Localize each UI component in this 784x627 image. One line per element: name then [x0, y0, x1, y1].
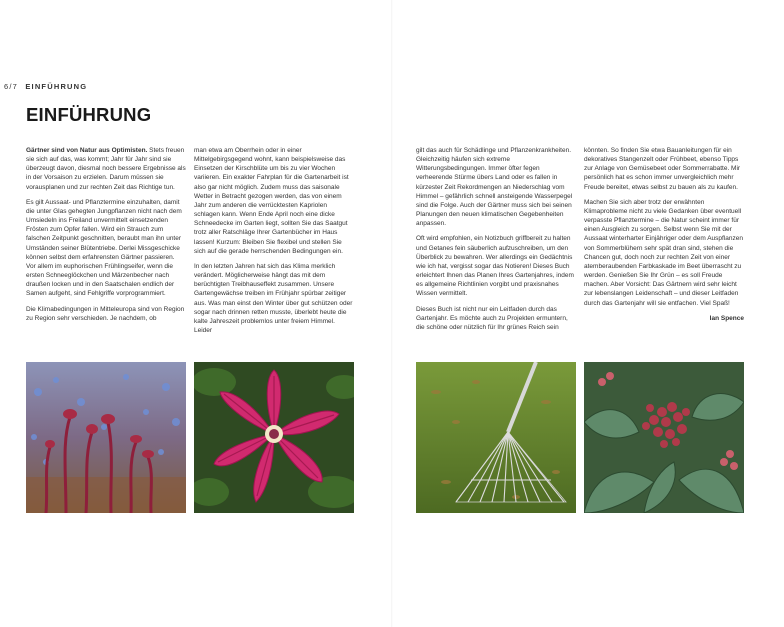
paragraph	[26, 146, 186, 192]
paragraph: In den letzten Jahren hat sich das Klima merklich verändert. Möglicherweise hängt das mit dem berüchtigten Treibhauseffekt zusammen. Unsere Gartengewächse treiben im Frühjahr spürbar zeitiger aus. Was man einst den Winter über gut schützen oder sogar nach drinnen retten musste, überlebt heute die kalte Jahreszeit problemlos unter freiem Himmel. Leider	[194, 262, 353, 334]
folio	[4, 82, 87, 91]
running-header: EINFÜHRUNG	[25, 82, 88, 91]
lead-in: Gärtner sind von Natur aus Optimisten.	[26, 147, 148, 154]
paragraph: Dieses Buch ist nicht nur ein Leitfaden durch das Gartenjahr. Es möchte auch zu Projekten ermuntern, die schöne oder nützlich für Ihr grünes Reich sein	[416, 305, 568, 331]
rake-on-lawn-icon	[416, 362, 576, 513]
paragraph-text: Stets freuen sie sich auf das, was kommt; Jahr für Jahr sind sie überzeugt davon, diesmal noch bessere Ergebnisse als in der Vorsaison zu erzielen. Darum müssen sie vorausplanen und zur rechten Zeit das Richtige tun.	[26, 147, 186, 191]
text-column-2	[194, 146, 354, 341]
text-column-1	[26, 146, 186, 329]
paragraph: Die Klimabedingungen in Mitteleuropa sind von Region zu Region sehr verschieden. Je nachdem, ob	[26, 305, 185, 322]
page-title: EINFÜHRUNG	[26, 104, 152, 125]
author-signature: Ian Spence	[709, 314, 744, 322]
clematis-flower-photo	[194, 362, 354, 513]
skimmia-buds-icon	[584, 362, 744, 513]
paragraph: man etwa am Oberrhein oder in einer Mittelgebirgsgegend wohnt, kann beispielsweise das Einsetzen der Kirschblüte um bis zu vier Wochen variieren. Ein exakter Fahrplan für die Gartenarbeit ist also gar nicht möglich. Zudem muss das saisonale Wetter in Betracht gezogen werden, das von einem Jahr zum anderen die verrücktesten Kapriolen schlagen kann. Wenn Ende April noch eine dicke Schneedecke im Garten liegt, sollten Sie das Saatgut trotz aller Ratschläge Ihrer Gartenbücher im Haus lassen! Kurzum: Bleiben Sie flexibel und stellen Sie sich auf die gerade herrschenden Bedingungen ein.	[194, 147, 349, 255]
peony-shoots-icon	[26, 362, 186, 513]
paragraph: Machen Sie sich aber trotz der erwähnten Klimaprobleme nicht zu viele Gedanken über eventuell verpasste Pflanztermine – die Natur scheint immer für einen Ausgleich zu sorgen. Selbst wenn Sie mit der Aussaat winterharter Einjähriger oder dem Auspflanzen von Sommerblühern sehr spät dran sind, stehen die Chancen gut, doch noch zur rechten Zeit von einer atemberaubenden Farbkaskade im Beet überrascht zu werden. Genießen Sie Ihr Grün – es soll Freude machen. Aber Vorsicht: Das Gärtnern wird sehr leicht zur lebenslangen Leidenschaft – und dieser Leitfaden durch das Gartenjahr will sie entfachen. Viel Spaß!	[584, 198, 743, 307]
paragraph: könnten. So finden Sie etwa Bauanleitungen für ein dekoratives Stangenzelt oder Frühbeet, ebenso Tipps zur Anlage von Gemüsebeet oder Sommerrabatte. Mir persönlich hat es schon immer unvergleichlich mehr Freude bereitet, etwas selbst zu bauen als zu kaufen.	[584, 147, 741, 191]
text-column-4	[584, 146, 744, 323]
paragraph: gilt das auch für Schädlinge und Pflanzenkrankheiten. Gleichzeitig häufen sich extreme Witterungsbedingungen. Immer öfter fegen verheerende Stürme übers Land oder es fallen in kürzester Zeit Rekordmengen an Niederschlag vom Himmel – gefährlich schnell ansteigende Wasserpegel sind die Folge. Auch der Gärtner muss sich bei seinen Planungen den neuen klimatischen Gegebenheiten anpassen.	[416, 147, 573, 228]
page-numbers: 6/7	[4, 82, 19, 91]
paragraph: Es gilt Aussaat- und Pflanztermine einzuhalten, damit die unter Glas gehegten Jungpflanzen nicht nach dem Umsiedeln ins Freiland unvermittelt einsetzenden Frösten zum Opfer fallen. Wird ein Strauch zum falschen Zeitpunkt geschnitten, beraubt man ihn unter Umständen seiner Blütentriebe. Derlei Missgeschicke können selbst dem erfahrensten Gärtner passieren. Vor allem im euphorischen Frühlingseifer, wenn die ersten Schneeglöckchen und Märzenbecher nach draußen locken und in den Saatschalen endlich der Samen aufgeht, sind Fehlgriffe vorprogrammiert.	[26, 198, 182, 298]
rake-on-lawn-photo	[416, 362, 576, 513]
clematis-flower-icon	[194, 362, 354, 513]
text-column-3	[416, 146, 576, 338]
paragraph: Oft wird empfohlen, ein Notizbuch griffbereit zu halten und Getanes fein säuberlich aufzuschreiben, um den Überblick zu bewahren. Wer allerdings ein Gedächtnis wie ich hat, vergisst sogar das Notieren! Dieses Buch erleichtert Ihnen das Planen Ihres Gartenjahres, indem es allgemeine Richtlinien vorgibt und praxisnahes Wissen vermittelt.	[416, 235, 574, 298]
skimmia-buds-photo	[584, 362, 744, 513]
peony-shoots-photo	[26, 362, 186, 513]
